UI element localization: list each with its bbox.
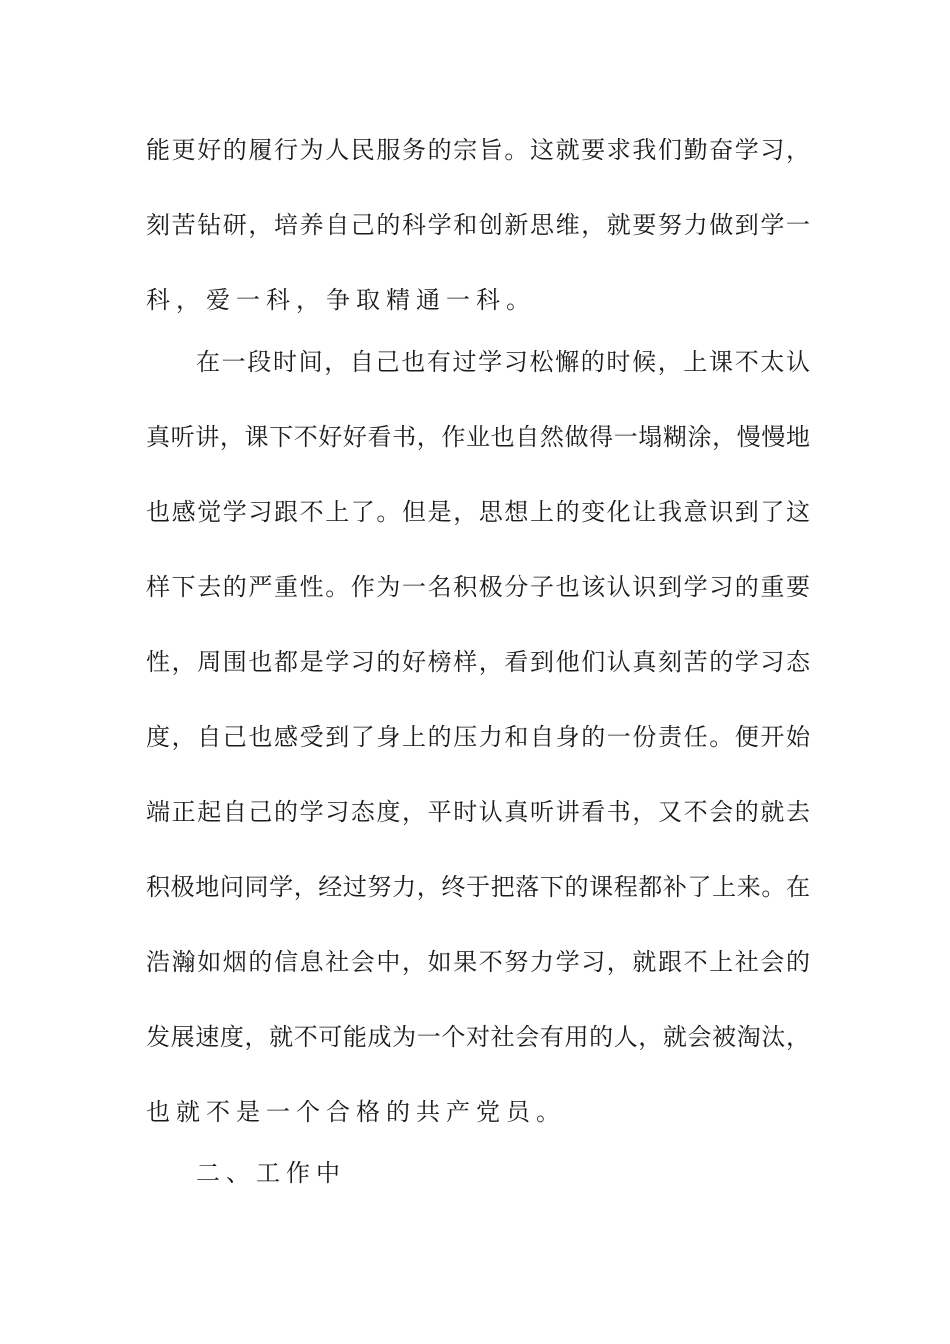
paragraph-line: 也就不是一个合格的共产党员。 — [146, 1098, 566, 1126]
paragraph-line: 刻苦钻研，培养自己的科学和创新思维，就要努力做到学一 — [146, 211, 810, 239]
paragraph-line: 能更好的履行为人民服务的宗旨。这就要求我们勤奋学习， — [146, 136, 810, 164]
paragraph-line: 性，周围也都是学习的好榜样，看到他们认真刻苦的学习态 — [146, 648, 810, 676]
paragraph-line: 也感觉学习跟不上了。但是，思想上的变化让我意识到了这 — [146, 498, 810, 526]
paragraph-line: 真听讲，课下不好好看书，作业也自然做得一塌糊涂，慢慢地 — [146, 423, 810, 451]
paragraph-line: 在一段时间，自己也有过学习松懈的时候，上课不太认 — [196, 348, 810, 376]
paragraph-line: 积极地问同学，经过努力，终于把落下的课程都补了上来。在 — [146, 873, 810, 901]
paragraph-line: 度，自己也感受到了身上的压力和自身的一份责任。便开始 — [146, 723, 810, 751]
section-heading: 二、工作中 — [196, 1159, 346, 1187]
paragraph-line: 科，爱一科，争取精通一科。 — [146, 286, 536, 314]
paragraph-line: 发展速度，就不可能成为一个对社会有用的人，就会被淘汰， — [146, 1023, 810, 1051]
paragraph-line: 浩瀚如烟的信息社会中，如果不努力学习，就跟不上社会的 — [146, 948, 810, 976]
paragraph-line: 端正起自己的学习态度，平时认真听讲看书，又不会的就去 — [146, 798, 810, 826]
paragraph-line: 样下去的严重性。作为一名积极分子也该认识到学习的重要 — [146, 573, 810, 601]
